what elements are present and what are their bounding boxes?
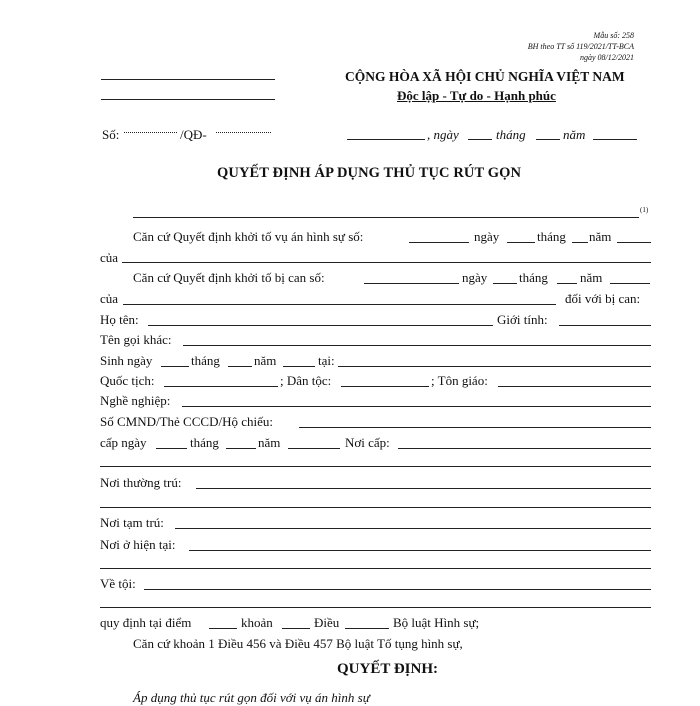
gender-line[interactable]	[559, 325, 651, 326]
case-month-line[interactable]	[572, 242, 588, 243]
so-dots[interactable]	[124, 132, 177, 133]
pob-line[interactable]	[338, 366, 651, 367]
nation-heading: CỘNG HÒA XÃ HỘI CHỦ NGHĨA VIỆT NAM	[345, 69, 625, 84]
penal-code-label: Bộ luật Hình sự;	[393, 615, 480, 630]
form-date: ngày 08/12/2021	[580, 53, 634, 62]
date-nam: năm	[563, 127, 586, 142]
clause-label: khoản	[241, 615, 273, 630]
charge-line-2[interactable]	[100, 607, 651, 608]
issue-place-label: Nơi cấp:	[345, 435, 390, 450]
defendant-cua: của	[100, 291, 119, 306]
article-line[interactable]	[345, 628, 389, 629]
temporary-address-line[interactable]	[175, 528, 651, 529]
case-nam: năm	[589, 229, 612, 244]
case-ngay: ngày	[474, 229, 500, 244]
defendant-year-line[interactable]	[610, 283, 650, 284]
basis-defendant-label: Căn cứ Quyết định khởi tố bị can số:	[133, 270, 325, 285]
issue-year-line[interactable]	[288, 448, 340, 449]
so-label: Số:	[102, 127, 120, 142]
issue-label: cấp ngày	[100, 435, 147, 450]
dob-month-line[interactable]	[228, 366, 252, 367]
religion-line[interactable]	[498, 386, 651, 387]
qd-dots[interactable]	[216, 132, 271, 133]
case-day-line[interactable]	[507, 242, 535, 243]
current-address-label: Nơi ở hiện tại:	[100, 537, 176, 552]
charge-line[interactable]	[144, 589, 651, 590]
article-label: Điều	[314, 615, 340, 630]
form-number: Mẫu số: 258	[593, 31, 634, 40]
permanent-address-line-2[interactable]	[100, 507, 651, 508]
dob-nam: năm	[254, 353, 277, 368]
dob-label: Sinh ngày	[100, 353, 153, 368]
defendant-ngay: ngày	[462, 270, 488, 285]
issue-nam: năm	[258, 435, 281, 450]
dob-thang: tháng	[191, 353, 220, 368]
case-thang: tháng	[537, 229, 566, 244]
permanent-address-line[interactable]	[196, 488, 651, 489]
name-label: Họ tên:	[100, 312, 139, 327]
form-code-block	[528, 30, 634, 63]
case-cua: của	[100, 250, 119, 265]
decision-heading: QUYẾT ĐỊNH:	[337, 661, 438, 677]
number-line	[102, 127, 119, 143]
agency-line-2[interactable]	[101, 99, 275, 100]
religion-label: ; Tôn giáo:	[431, 373, 488, 388]
id-line[interactable]	[299, 427, 651, 428]
case-year-line[interactable]	[617, 242, 651, 243]
ethnicity-label: ; Dân tộc:	[280, 373, 332, 388]
note-mark: (1)	[640, 206, 649, 214]
gender-label: Giới tính:	[497, 312, 548, 327]
for-defendant-label: đối với bị can:	[565, 291, 641, 306]
issue-extra-line[interactable]	[100, 466, 651, 467]
occupation-line[interactable]	[182, 406, 651, 407]
defendant-nam: năm	[580, 270, 603, 285]
defendant-month-line[interactable]	[557, 283, 577, 284]
point-line[interactable]	[209, 628, 237, 629]
alias-line[interactable]	[183, 345, 651, 346]
ethnicity-line[interactable]	[341, 386, 429, 387]
date-day-line[interactable]	[468, 139, 492, 140]
dob-year-line[interactable]	[283, 366, 315, 367]
nationality-label: Quốc tịch:	[100, 373, 155, 388]
form-circular: BH theo TT số 119/2021/TT-BCA	[527, 42, 634, 51]
defendant-number-line[interactable]	[364, 283, 459, 284]
date-month-line[interactable]	[536, 139, 560, 140]
name-line[interactable]	[148, 325, 493, 326]
date-year-line[interactable]	[593, 139, 637, 140]
qd-label: /QĐ-	[180, 127, 207, 142]
authority-line[interactable]	[133, 217, 639, 218]
occupation-label: Nghề nghiệp:	[100, 393, 171, 408]
provision-label: quy định tại điểm	[100, 615, 192, 630]
issue-day-line[interactable]	[156, 448, 187, 449]
place-line[interactable]	[347, 139, 425, 140]
permanent-address-label: Nơi thường trú:	[100, 475, 182, 490]
id-label: Số CMND/Thẻ CCCD/Hộ chiếu:	[100, 414, 273, 429]
issue-place-line[interactable]	[398, 448, 651, 449]
document-title: QUYẾT ĐỊNH ÁP DỤNG THỦ TỤC RÚT GỌN	[217, 165, 522, 181]
alias-label: Tên gọi khác:	[100, 332, 172, 347]
case-agency-line[interactable]	[122, 262, 651, 263]
agency-line-1[interactable]	[101, 79, 275, 80]
motto: Độc lập - Tự do - Hạnh phúc	[397, 88, 556, 103]
temporary-address-label: Nơi tạm trú:	[100, 515, 164, 530]
clause-line[interactable]	[282, 628, 310, 629]
dob-day-line[interactable]	[161, 366, 189, 367]
defendant-agency-line[interactable]	[123, 304, 556, 305]
decision-body: Áp dụng thủ tục rút gọn đối với vụ án hình sự	[133, 690, 370, 705]
defendant-thang: tháng	[519, 270, 548, 285]
current-address-line-2[interactable]	[100, 568, 651, 569]
nationality-line[interactable]	[164, 386, 278, 387]
current-address-line[interactable]	[189, 550, 651, 551]
defendant-day-line[interactable]	[493, 283, 517, 284]
issue-thang: tháng	[190, 435, 219, 450]
charge-label: Về tội:	[100, 576, 136, 591]
date-ngay: , ngày	[427, 127, 459, 142]
issue-month-line[interactable]	[226, 448, 256, 449]
basis-case-label: Căn cứ Quyết định khởi tố vụ án hình sự số:	[133, 229, 364, 244]
date-thang: tháng	[496, 127, 526, 142]
legal-basis: Căn cứ khoản 1 Điều 456 và Điều 457 Bộ luật Tố tụng hình sự,	[133, 636, 463, 651]
case-number-line[interactable]	[409, 242, 469, 243]
pob-label: tại:	[318, 353, 335, 368]
